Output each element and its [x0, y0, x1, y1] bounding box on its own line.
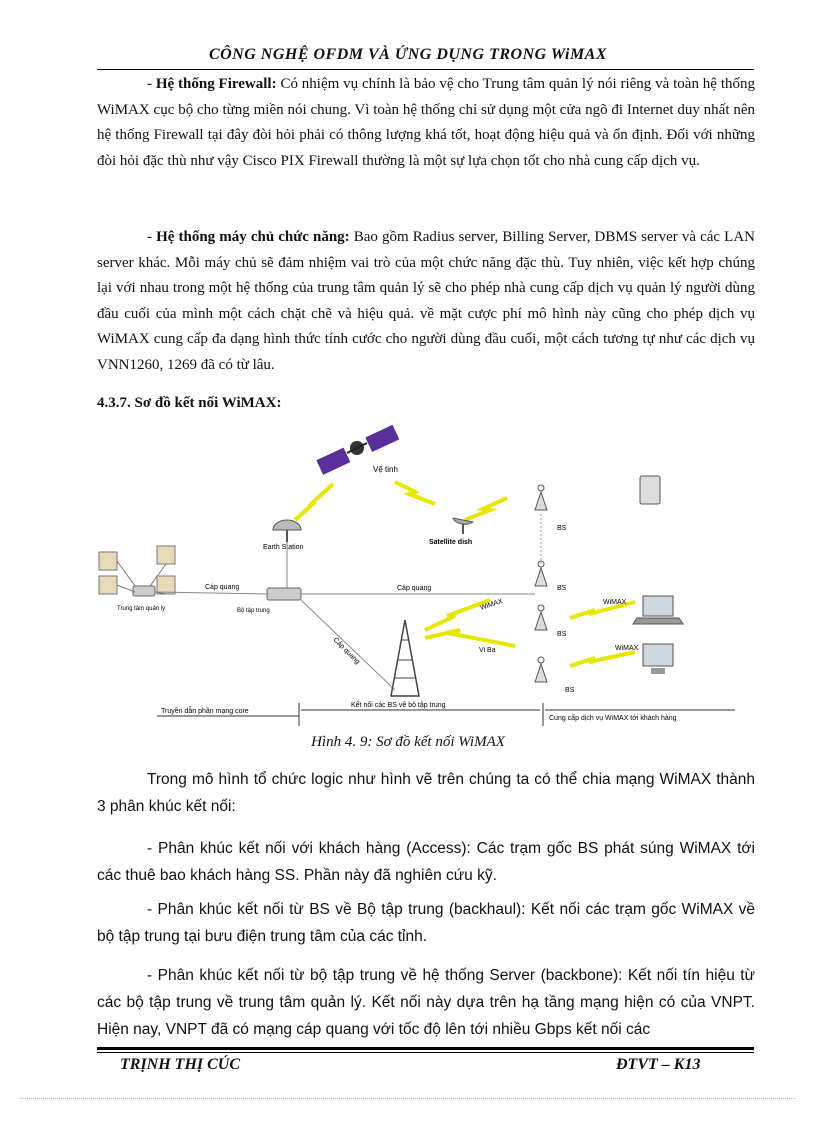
bs-label: BS	[557, 585, 567, 592]
concentrator-label: Bộ tập trung	[237, 608, 270, 614]
satellite-label: Vệ tinh	[373, 465, 398, 474]
firewall-label: - Hệ thống Firewall:	[147, 76, 277, 92]
bs-station-icon	[535, 657, 547, 682]
bs-label: BS	[557, 631, 567, 638]
link-bolt-icon	[395, 482, 435, 504]
body-paragraph-2: - Phân khúc kết nối với khách hàng (Access): Các trạm gốc BS phát súng WiMAX tới các thuê bao khách hàng SS. Phần này đã nghiên cứu kỹ.	[97, 840, 755, 884]
footer-rule-thin	[97, 1052, 754, 1053]
earth-station-icon	[273, 520, 301, 542]
switch-icon	[133, 586, 155, 596]
bs-station-icon	[535, 485, 547, 510]
page-header-title: CÔNG NGHỆ OFDM VÀ ỨNG DỤNG TRONG WiMAX	[208, 46, 608, 63]
link-bolt-icon	[425, 630, 515, 646]
body-paragraph-4: - Phân khúc kết nối từ bộ tập trung về hệ thống Server (backbone): Kết nối tín hiệu từ các bộ tập trung về trung tâm quản lý. Kết nối này dựa trên hạ tầng mạng hiện có của VNPT. Hiện nay, VNPT đã có mạng cáp quang với tốc độ lên tới nhiều Gbps kết nối các	[97, 967, 755, 1038]
firewall-paragraph	[97, 72, 755, 174]
relay-tower-icon	[391, 620, 419, 696]
laptop-icon	[633, 596, 683, 624]
wimax-label: WiMAX	[479, 598, 504, 612]
wimax-label-desktop: WiMAX	[615, 645, 639, 652]
wimax-label-laptop: WiMAX	[603, 599, 627, 606]
footer-class: ĐTVT – K13	[616, 1056, 701, 1073]
body-paragraph-1: Trong mô hình tổ chức logic như hình vẽ trên chúng ta có thể chia mạng WiMAX thành 3 phân khúc kết nối:	[97, 771, 755, 815]
microwave-label: Vi Ba	[479, 647, 496, 654]
core-transmission-label: Truyền dẫn phần mạng core	[161, 708, 249, 715]
link-bolt-icon	[295, 484, 333, 520]
servers-paragraph	[97, 225, 755, 378]
satellite-dish-icon	[453, 518, 473, 534]
page-edge-dots	[20, 1098, 796, 1099]
bs-label: BS	[557, 525, 567, 532]
fiber-label-diagonal: Cáp quang	[331, 636, 361, 666]
figure-caption: Hình 4. 9: Sơ đồ kết nối WiMAX	[311, 734, 505, 750]
footer-rule-thick	[97, 1047, 754, 1050]
bs-station-icon	[535, 561, 547, 586]
wimax-network-diagram	[95, 420, 745, 732]
bs-to-concentrator-label: Kết nối các BS về bộ tập trung	[351, 702, 446, 709]
pda-icon	[640, 476, 660, 504]
header-rule	[97, 69, 754, 70]
management-center-label: Trung tâm quản lý	[117, 606, 166, 612]
body-paragraph-3: - Phân khúc kết nối từ BS về Bộ tập trung (backhaul): Kết nối các trạm gốc WiMAX về bộ tập trung tại bưu điện trung tâm của các tỉnh.	[97, 901, 755, 945]
satellite-dish-label: Satellite dish	[429, 539, 473, 546]
customer-service-label: Cung cấp dịch vụ WiMAX tới khách hàng	[549, 715, 677, 722]
section-heading: 4.3.7. Sơ đồ kết nối WiMAX:	[97, 395, 282, 411]
desktop-icon	[643, 644, 673, 674]
bs-station-icon	[535, 605, 547, 630]
footer-author: TRỊNH THỊ CÚC	[120, 1056, 241, 1073]
earth-station-label: Earth Station	[263, 544, 304, 551]
fiber-label-top: Cáp quang	[397, 585, 432, 592]
concentrator-icon	[267, 588, 301, 600]
bs-label: BS	[565, 687, 575, 694]
firewall-text: Có nhiệm vụ chính là bảo vệ cho Trung tâm quản lý nói riêng và toàn hệ thống WiMAX cục bộ cho từng miền nói chung. Vì toàn hệ thống chỉ sử dụng một cửa ngõ đi Internet duy nhất nên hệ thống Firewall tại đây đòi hỏi phải có thông lượng khá tốt, hoạt động hiệu quả và ổn định. Đối với những đòi hỏi đặc thù như vậy Cisco PIX Firewall thường là một sự lựa chọn tốt cho nhà cung cấp dịch vụ.	[97, 76, 755, 169]
fiber-label-left: Cáp quang	[205, 584, 240, 591]
servers-label: - Hệ thống máy chủ chức năng:	[147, 229, 350, 245]
servers-text: Bao gồm Radius server, Billing Server, DBMS server và các LAN server khác. Mỗi máy chủ sẽ đảm nhiệm vai trò của một chức năng đặc thù. Tuy nhiên, việc kết hợp chúng lại với nhau trong một hệ thống của trung tâm quản lý sẽ cho phép nhà cung cấp dịch vụ quản lý người dùng đầu cuối của mình một cách chặt chẽ và hiệu quả. về mặt cược phí mô hình này cũng cho phép dịch vụ WiMAX cung cấp đa dạng hình thức tính cước cho người dùng đầu cuối, một cách tương tự như các dịch vụ VNN1260, 1269 đã có từ lâu.	[97, 229, 755, 373]
link-bolt-icon	[465, 498, 507, 520]
link-bolt-icon	[570, 652, 635, 666]
